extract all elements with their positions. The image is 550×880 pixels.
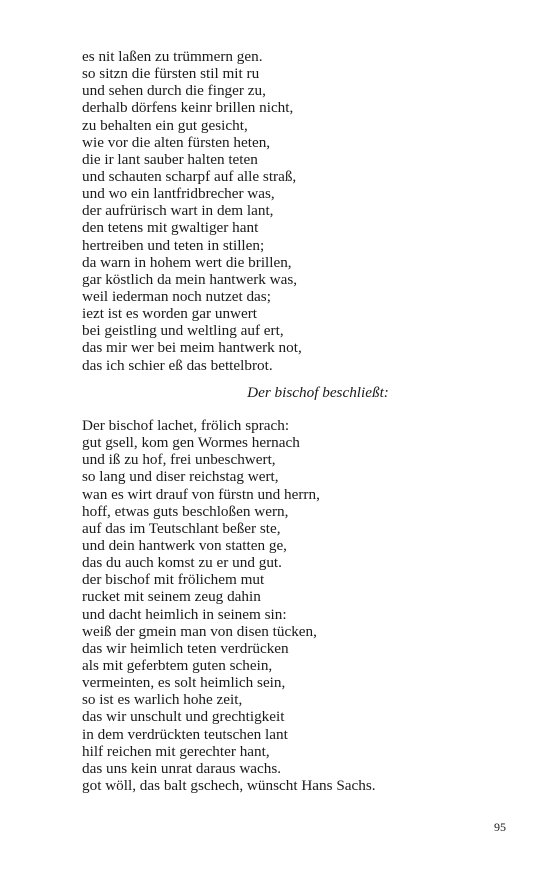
verse-line: wan es wirt drauf von fürstn und herrn, — [82, 485, 320, 503]
verse-line: den tetens mit gwaltiger hant — [82, 219, 259, 237]
verse-line: gut gsell, kom gen Wormes hernach — [82, 434, 300, 452]
verse-line: rucket mit seinem zeug dahin — [82, 588, 261, 606]
verse-line: das wir unschult und grechtigkeit — [82, 708, 285, 726]
verse-line: die ir lant sauber halten teten — [82, 150, 258, 168]
verse-line: das mir wer bei meim hantwerk not, — [82, 339, 302, 357]
verse-line: hoff, etwas guts beschloßen wern, — [82, 502, 289, 520]
verse-line: und dein hantwerk von statten ge, — [82, 536, 287, 554]
verse-line: auf das im Teutschlant beßer ste, — [82, 519, 281, 537]
verse-line: der aufrürisch wart in dem lant, — [82, 202, 274, 220]
verse-line: Der bischof lachet, frölich sprach: — [82, 417, 290, 434]
verse-line: und iß zu hof, frei unbeschwert, — [82, 451, 276, 469]
verse-line: als mit geferbtem guten schein, — [82, 656, 273, 674]
verse-line: und dacht heimlich in seinem sin: — [82, 605, 287, 623]
verse-line: da warn in hohem wert die brillen, — [82, 253, 292, 271]
verse-line: weiß der gmein man von disen tücken, — [82, 622, 317, 640]
verse-line: gar köstlich da mein hantwerk was, — [82, 270, 298, 288]
verse-line: das wir heimlich teten verdrücken — [82, 639, 289, 657]
verse-line: got wöll, das balt gschech, wünscht Hans Sachs. — [82, 776, 376, 794]
verse-line: so sitzn die fürsten stil mit ru — [82, 65, 260, 83]
verse-line: das du auch komst zu er und gut. — [82, 554, 282, 572]
section-heading: Der bischof beschließt: — [247, 384, 389, 401]
page-number: 95 — [494, 820, 506, 834]
verse-line: hilf reichen mit gerechter hant, — [82, 742, 270, 760]
verse-line: wie vor die alten fürsten heten, — [82, 133, 271, 151]
verse-line: so ist es warlich hohe zeit, — [82, 691, 243, 709]
stanza-2 — [82, 417, 482, 794]
verse-line: iezt ist es worden gar unwert — [82, 305, 258, 323]
stanza-1 — [82, 48, 482, 374]
verse-line: bei geistling und weltling auf ert, — [82, 322, 284, 340]
verse-line: der bischof mit frölichem mut — [82, 571, 265, 589]
verse-line: weil iederman noch nutzet das; — [82, 287, 271, 305]
verse-line: und sehen durch die finger zu, — [82, 82, 266, 100]
verse-line: derhalb dörfens keinr brillen nicht, — [82, 99, 294, 117]
verse-line: es nit laßen zu trümmern gen. — [82, 48, 263, 65]
verse-line: und wo ein lantfridbrecher was, — [82, 185, 275, 203]
verse-line: in dem verdrückten teutschen lant — [82, 725, 288, 743]
verse-line: hertreiben und teten in stillen; — [82, 236, 265, 254]
verse-line: das uns kein unrat daraus wachs. — [82, 759, 282, 777]
verse-line: zu behalten ein gut gesicht, — [82, 116, 248, 134]
verse-line: so lang und diser reichstag wert, — [82, 468, 279, 486]
verse-line: das ich schier eß das bettelbrot. — [82, 356, 273, 374]
verse-line: vermeinten, es solt heimlich sein, — [82, 674, 286, 692]
verse-line: und schauten scharpf auf alle straß, — [82, 167, 297, 185]
